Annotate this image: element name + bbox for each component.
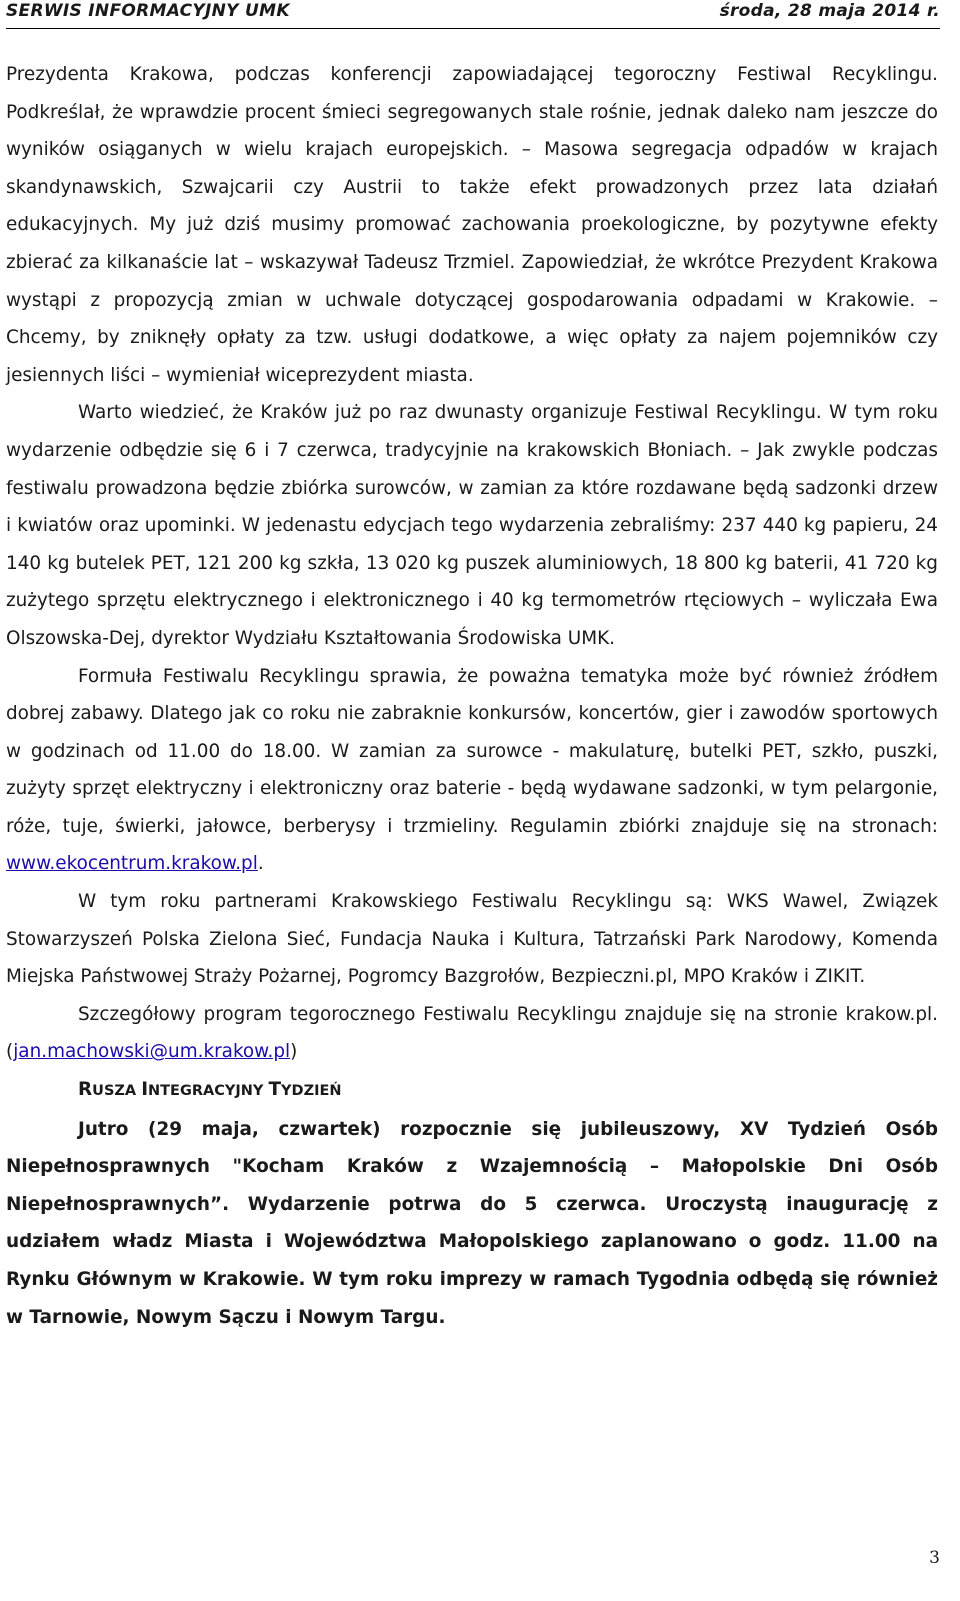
paragraph-end: ) — [290, 1041, 298, 1063]
section-heading: RUSZA INTEGRACYJNY TYDZIEŃ — [78, 1079, 342, 1101]
paragraph-intro-continuation: Prezydenta Krakowa, podczas konferencji zapowiadającej tegoroczny Festiwal Recyklingu. Podkreślał, że wprawdzie procent śmieci segregowanych stale rośnie, jednak daleko nam jeszcze do wyników osiąganych w wielu krajach europejskich. – Masowa segregacja odpadów w krajach skandynawskich, Szwajcarii czy Austrii to także efekt prowadzonych przez lata działań edukacyjnych. My już dziś musimy promować zachowania proekologiczne, by pozytywne efekty zbierać za kilkanaście lat – wskazywał Tadeusz Trzmiel. Zapowiedział, że wkrótce Prezydent Krakowa wystąpi z propozycją zmian w uchwale dotyczącej gospodarowania odpadami w Krakowie. – Chcemy, by zniknęły opłaty za tzw. usługi dodatkowe, a więc opłaty za najem pojemników czy jesiennych liści – wymieniał wiceprezydent miasta. — [6, 64, 938, 386]
paragraph-program — [6, 996, 938, 1071]
paragraph-partners: W tym roku partnerami Krakowskiego Festiwalu Recyklingu są: WKS Wawel, Związek Stowarzyszeń Polska Zielona Sieć, Fundacja Nauka i Kultura, Tatrzański Park Narodowy, Komenda Miejska Państwowej Straży Pożarnej, Pogromcy Bazgrołów, Bezpieczni.pl, MPO Kraków i ZIKIT. — [6, 891, 938, 988]
paragraph-text: Szczegółowy program tegorocznego Festiwalu Recyklingu znajduje się na stronie krakow.pl. ( — [6, 1003, 938, 1063]
page-header — [6, 0, 940, 29]
page-number: 3 — [929, 1548, 940, 1568]
email-link[interactable]: jan.machowski@um.krakow.pl — [13, 1041, 291, 1063]
paragraph-festival-info: Warto wiedzieć, że Kraków już po raz dwunasty organizuje Festiwal Recyklingu. W tym roku wydarzenie odbędzie się 6 i 7 czerwca, tradycyjnie na krakowskich Błoniach. – Jak zwykle podczas festiwalu prowadzona będzie zbiórka surowców, w zamian za które rozdawane będą sadzonki drzew i kwiatów oraz upominki. W jedenastu edycjach tego wydarzenia zebraliśmy: 237 440 kg papieru, 24 140 kg butelek PET, 121 200 kg szkła, 13 020 kg puszek aluminiowych, 18 800 kg baterii, 41 720 kg zużytego sprzętu elektrycznego i elektronicznego i 40 kg termometrów rtęciowych – wyliczała Ewa Olszowska-Dej, dyrektor Wydziału Kształtowania Środowiska UMK. — [6, 402, 938, 649]
article-body — [6, 56, 938, 1336]
section-lead: Jutro (29 maja, czwartek) rozpocznie się jubileuszowy, XV Tydzień Osób Niepełnosprawnych "Kocham Kraków z Wzajemnością – Małopolskie Dni Osób Niepełnosprawnych”. Wydarzenie potrwa do 5 czerwca. Uroczystą inaugurację z udziałem władz Miasta i Województwa Małopolskiego zaplanowano o godz. 11.00 na Rynku Głównym w Krakowie. W tym roku imprezy w ramach Tygodnia odbędą się również w Tarnowie, Nowym Sączu i Nowym Targu. — [6, 1118, 938, 1328]
paragraph-end: . — [257, 853, 264, 875]
paragraph-text: Formuła Festiwalu Recyklingu sprawia, że poważna tematyka może być również źródłem dobrej zabawy. Dlatego jak co roku nie zabraknie konkursów, koncertów, gier i zawodów sportowych w godzinach od 11.00 do 18.00. W zamian za surowce - makulaturę, butelki PET, szkło, puszki, zużyty sprzęt elektryczny i elektroniczny oraz baterie - będą wydawane sadzonki, w tym pelargonie, róże, tuje, świerki, jałowce, berberysy i trzmieliny. Regulamin zbiórki znajduje się na stronach: — [6, 665, 938, 837]
header-date: środa, 28 maja 2014 r. — [719, 1, 940, 21]
paragraph-festival-formula — [6, 658, 938, 884]
header-publication-title: SERWIS INFORMACYJNY UMK — [6, 1, 290, 21]
ekocentrum-link[interactable]: www.ekocentrum.krakow.pl — [6, 853, 258, 875]
